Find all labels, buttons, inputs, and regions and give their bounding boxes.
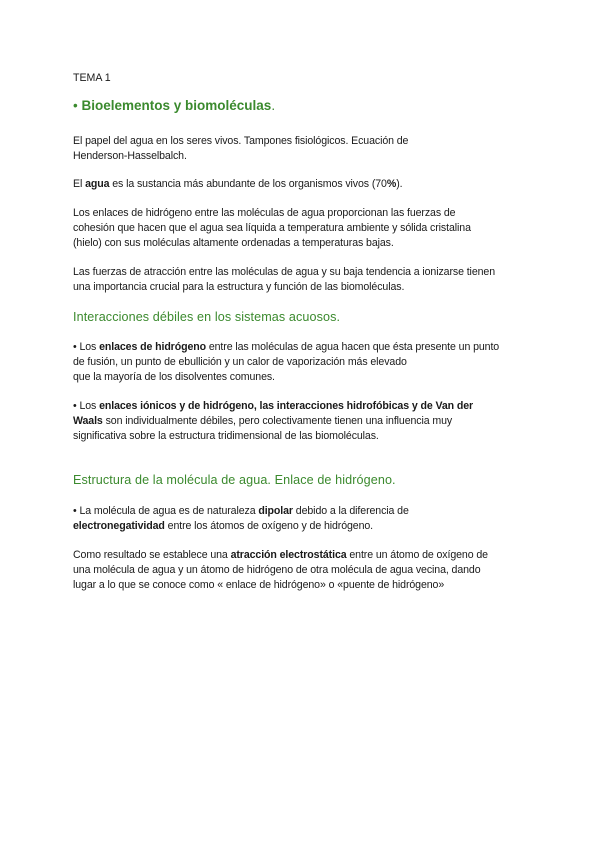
intro-paragraph: [73, 134, 408, 164]
section1-paragraph-2: [73, 399, 473, 444]
paragraph-line: una importancia crucial para la estructura y función de las biomoléculas.: [73, 281, 405, 293]
text-span: ).: [396, 178, 403, 190]
section2-paragraph-2: [73, 548, 488, 593]
title-period: .: [271, 98, 276, 113]
text-span: entre un átomo de oxígeno de: [346, 549, 488, 561]
text-span: • Los: [73, 341, 100, 353]
text-span: entre las moléculas de agua hacen que ésta presente un punto: [206, 341, 500, 353]
paragraph-line: Las fuerzas de atracción entre las moléculas de agua y su baja tendencia a ionizarse tienen: [73, 266, 495, 278]
section-heading-estructura: Estructura de la molécula de agua. Enlace de hidrógeno.: [73, 473, 396, 487]
section2-paragraph-1: [73, 504, 409, 534]
bold-agua: agua: [85, 178, 110, 190]
section1-paragraph-1: [73, 340, 499, 385]
bold-term: electronegatividad: [73, 520, 165, 532]
paragraph-line: Los enlaces de hidrógeno entre las moléculas de agua proporcionan las fuerzas de: [73, 207, 456, 219]
bold-term: enlaces iónicos y de hidrógeno, las interacciones hidrofóbicas y de Van der: [99, 400, 474, 412]
text-span: debido a la diferencia de: [292, 505, 409, 517]
text-span: El: [73, 178, 86, 190]
bold-term: dipolar: [258, 505, 293, 517]
text-span: • Los: [73, 400, 100, 412]
agua-paragraph: [73, 177, 402, 192]
section-heading-interacciones: Interacciones débiles en los sistemas acuosos.: [73, 310, 341, 324]
bold-term: enlaces de hidrógeno: [99, 341, 206, 353]
paragraph-line: cohesión que hacen que el agua sea líquida a temperatura ambiente y sólida cristalina: [73, 222, 471, 234]
paragraph-line: de fusión, un punto de ebullición y un calor de vaporización más elevado: [73, 356, 407, 368]
tema-label: TEMA 1: [73, 72, 111, 84]
paragraph-line: lugar a lo que se conoce como « enlace de hidrógeno» o «puente de hidrógeno»: [73, 579, 445, 591]
enlaces-paragraph: [73, 206, 471, 251]
text-span: • La molécula de agua es de naturaleza: [73, 505, 259, 517]
paragraph-line: (hielo) con sus moléculas altamente ordenadas a temperaturas bajas.: [73, 237, 394, 249]
main-title: [73, 98, 275, 113]
intro-line: Henderson-Hasselbalch.: [73, 150, 187, 162]
bold-term: Waals: [73, 415, 103, 427]
text-span: entre los átomos de oxígeno y de hidrógeno.: [164, 520, 374, 532]
paragraph-line: una molécula de agua y un átomo de hidrógeno de otra molécula de agua vecina, dando: [73, 564, 481, 576]
bold-percent: %: [386, 178, 397, 190]
title-bullet: •: [73, 98, 78, 113]
fuerzas-paragraph: [73, 265, 495, 295]
intro-line: El papel del agua en los seres vivos. Tampones fisiológicos. Ecuación de: [73, 135, 409, 147]
text-span: son individualmente débiles, pero colectivamente tienen una influencia muy: [102, 415, 453, 427]
text-span: es la sustancia más abundante de los organismos vivos (70: [109, 178, 387, 190]
bold-term: atracción electrostática: [230, 549, 347, 561]
paragraph-line: significativa sobre la estructura tridimensional de las biomoléculas.: [73, 430, 379, 442]
text-span: Como resultado se establece una: [73, 549, 231, 561]
title-text: Bioelementos y biomoléculas: [81, 98, 272, 113]
paragraph-line: que la mayoría de los disolventes comunes.: [73, 371, 275, 383]
